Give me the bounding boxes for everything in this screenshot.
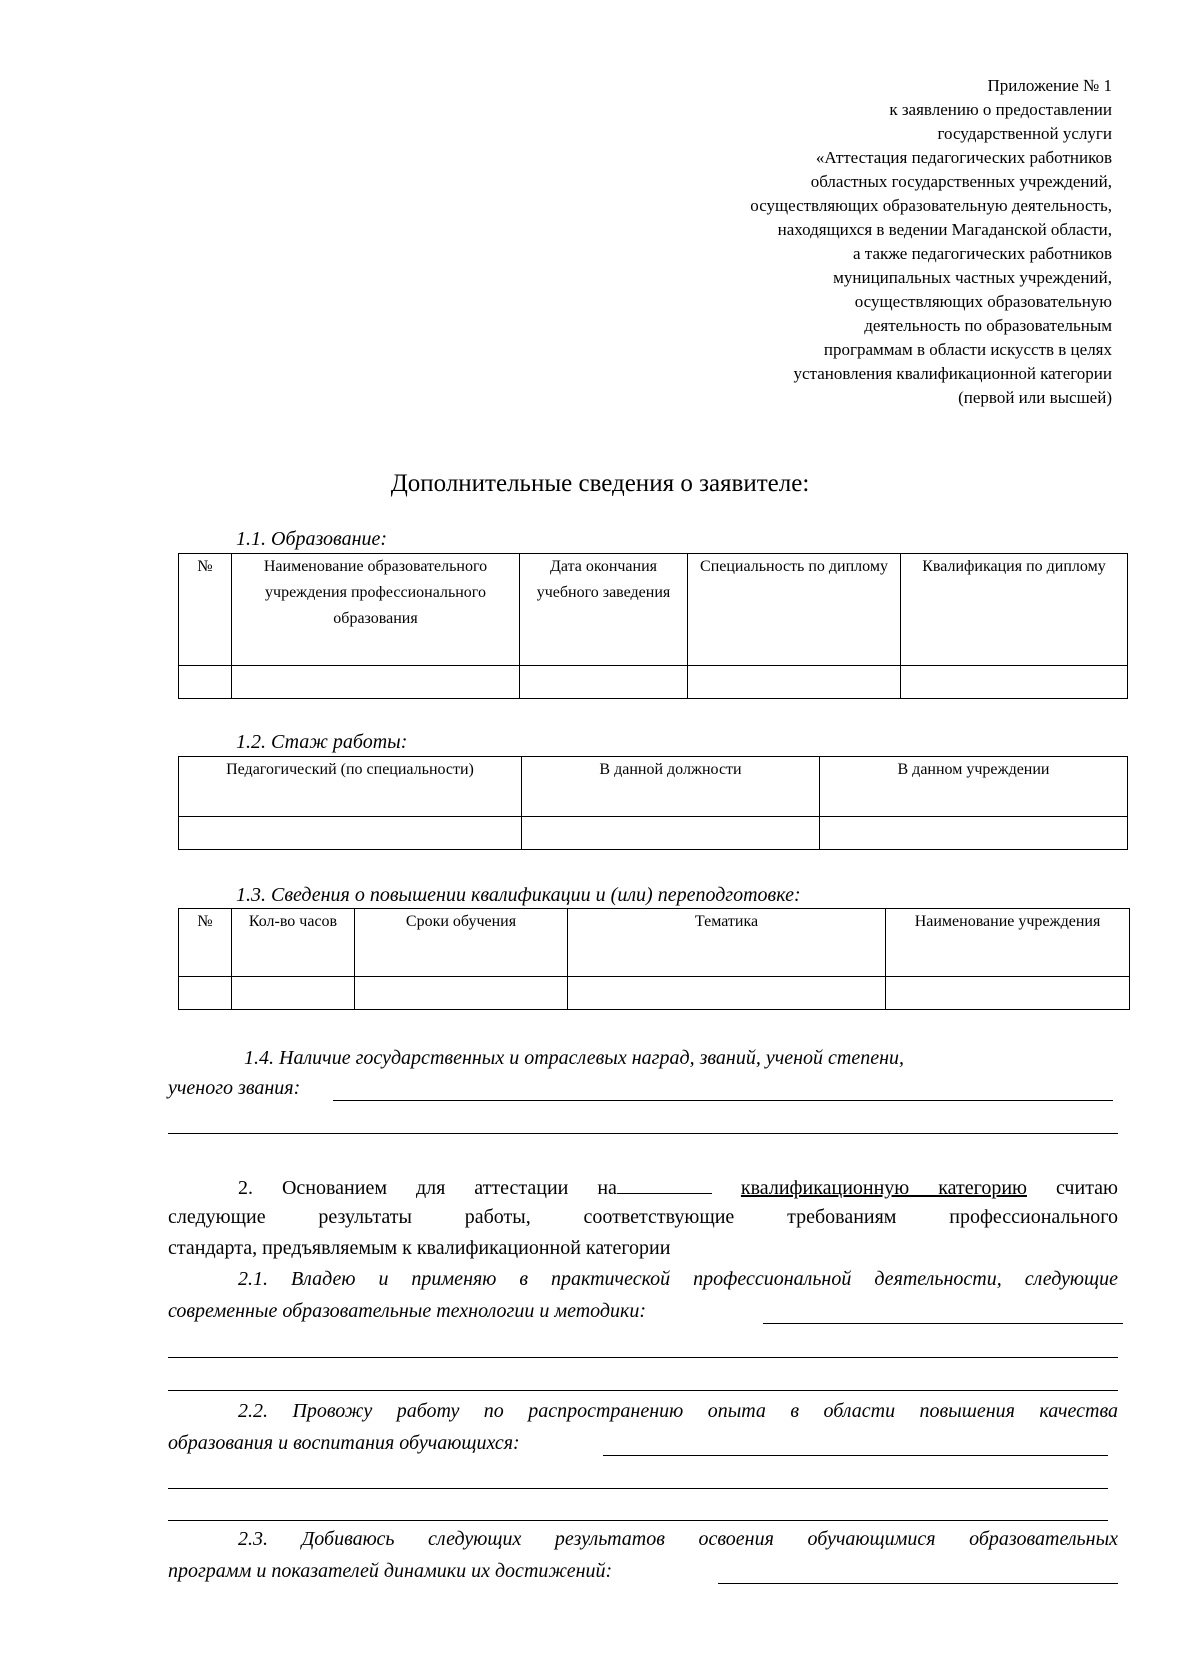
empty-cell[interactable] <box>522 817 820 850</box>
appendix-line: областных государственных учреждений, <box>810 172 1112 191</box>
empty-cell[interactable] <box>232 977 355 1010</box>
appendix-line: осуществляющих образовательную деятельность, <box>750 196 1112 215</box>
appendix-line: к заявлению о предоставлении <box>889 100 1112 119</box>
empty-cell[interactable] <box>232 666 520 699</box>
empty-cell[interactable] <box>179 666 232 699</box>
qualification-table <box>178 908 1130 1010</box>
appendix-line: «Аттестация педагогических работников <box>815 148 1112 167</box>
section-2-1-line2: современные образовательные технологии и методики: <box>168 1300 647 1322</box>
appendix-line: программам в области искусств в целях <box>823 340 1112 359</box>
table-row <box>179 977 1130 1010</box>
table-row <box>179 666 1128 699</box>
section-1-4-line2: ученого звания: <box>168 1077 301 1099</box>
section-2-underlined: квалификационную категорию <box>740 1177 1027 1199</box>
column-header: Кол-во часов <box>232 909 355 977</box>
appendix-header <box>552 74 1112 410</box>
empty-cell[interactable] <box>820 817 1128 850</box>
table-header-row <box>179 909 1130 977</box>
fill-line[interactable] <box>168 1357 1118 1358</box>
fill-line[interactable] <box>603 1455 1108 1456</box>
section-2-3-line1: 2.3. Добиваюсь следующих результатов освоения обучающимися образовательных <box>238 1528 1118 1550</box>
appendix-line: государственной услуги <box>937 124 1112 143</box>
section-2-line2: следующие результаты работы, соответствующие требованиям профессионального <box>168 1206 1118 1228</box>
column-header: № <box>179 554 232 666</box>
section-2-1-line1: 2.1. Владею и применяю в практической профессиональной деятельности, следующие <box>238 1268 1118 1290</box>
table-header-row <box>179 757 1128 817</box>
section-2-end: считаю <box>1055 1177 1118 1199</box>
column-header: Тематика <box>568 909 886 977</box>
section-1-1-heading: 1.1. Образование: <box>236 528 388 550</box>
appendix-line: осуществляющих образовательную <box>854 292 1112 311</box>
page-title: Дополнительные сведения о заявителе: <box>390 470 810 497</box>
table-header-row <box>179 554 1128 666</box>
fill-line[interactable] <box>168 1133 1118 1134</box>
empty-cell[interactable] <box>179 977 232 1010</box>
section-2-line1 <box>238 1171 1118 1203</box>
section-1-2-heading: 1.2. Стаж работы: <box>236 731 408 753</box>
column-header: В данном учреждении <box>820 757 1128 817</box>
section-1-4-line1: 1.4. Наличие государственных и отраслевых наград, званий, ученой степени, <box>244 1047 905 1069</box>
empty-cell[interactable] <box>901 666 1128 699</box>
section-2-2-line2: образования и воспитания обучающихся: <box>168 1432 520 1454</box>
experience-table <box>178 756 1128 850</box>
column-header: Дата окончания учебного заведения <box>520 554 688 666</box>
column-header: Квалификация по диплому <box>901 554 1128 666</box>
empty-cell[interactable] <box>886 977 1130 1010</box>
fill-line[interactable] <box>763 1323 1123 1324</box>
column-header: Специальность по диплому <box>688 554 901 666</box>
appendix-line: находящихся в ведении Магаданской области, <box>777 220 1112 239</box>
section-1-3-heading: 1.3. Сведения о повышении квалификации и (или) переподготовке: <box>236 884 801 906</box>
appendix-line: установления квалификационной категории <box>793 364 1112 383</box>
column-header: Сроки обучения <box>355 909 568 977</box>
empty-cell[interactable] <box>520 666 688 699</box>
education-table <box>178 553 1128 699</box>
category-blank[interactable] <box>617 1171 712 1194</box>
fill-line[interactable] <box>718 1583 1118 1584</box>
section-2-start: 2. Основанием для аттестации на <box>238 1177 617 1199</box>
column-header: Педагогический (по специальности) <box>179 757 522 817</box>
appendix-line: а также педагогических работников <box>853 244 1112 263</box>
empty-cell[interactable] <box>568 977 886 1010</box>
appendix-line: деятельность по образовательным <box>864 316 1112 335</box>
section-2-3-line2: программ и показателей динамики их достижений: <box>168 1560 613 1582</box>
fill-line[interactable] <box>168 1520 1108 1521</box>
appendix-line: Приложение № 1 <box>987 76 1112 95</box>
empty-cell[interactable] <box>355 977 568 1010</box>
appendix-line: муниципальных частных учреждений, <box>833 268 1112 287</box>
section-2-line3: стандарта, предъявляемым к квалификационной категории <box>168 1237 671 1259</box>
empty-cell[interactable] <box>179 817 522 850</box>
empty-cell[interactable] <box>688 666 901 699</box>
column-header: В данной должности <box>522 757 820 817</box>
fill-line[interactable] <box>168 1390 1118 1391</box>
appendix-line: (первой или высшей) <box>958 388 1112 407</box>
column-header: Наименование образовательного учреждения профессионального образования <box>232 554 520 666</box>
column-header: № <box>179 909 232 977</box>
column-header: Наименование учреждения <box>886 909 1130 977</box>
fill-line[interactable] <box>333 1100 1113 1101</box>
fill-line[interactable] <box>168 1488 1108 1489</box>
section-2-2-line1: 2.2. Провожу работу по распространению опыта в области повышения качества <box>238 1400 1118 1422</box>
table-row <box>179 817 1128 850</box>
